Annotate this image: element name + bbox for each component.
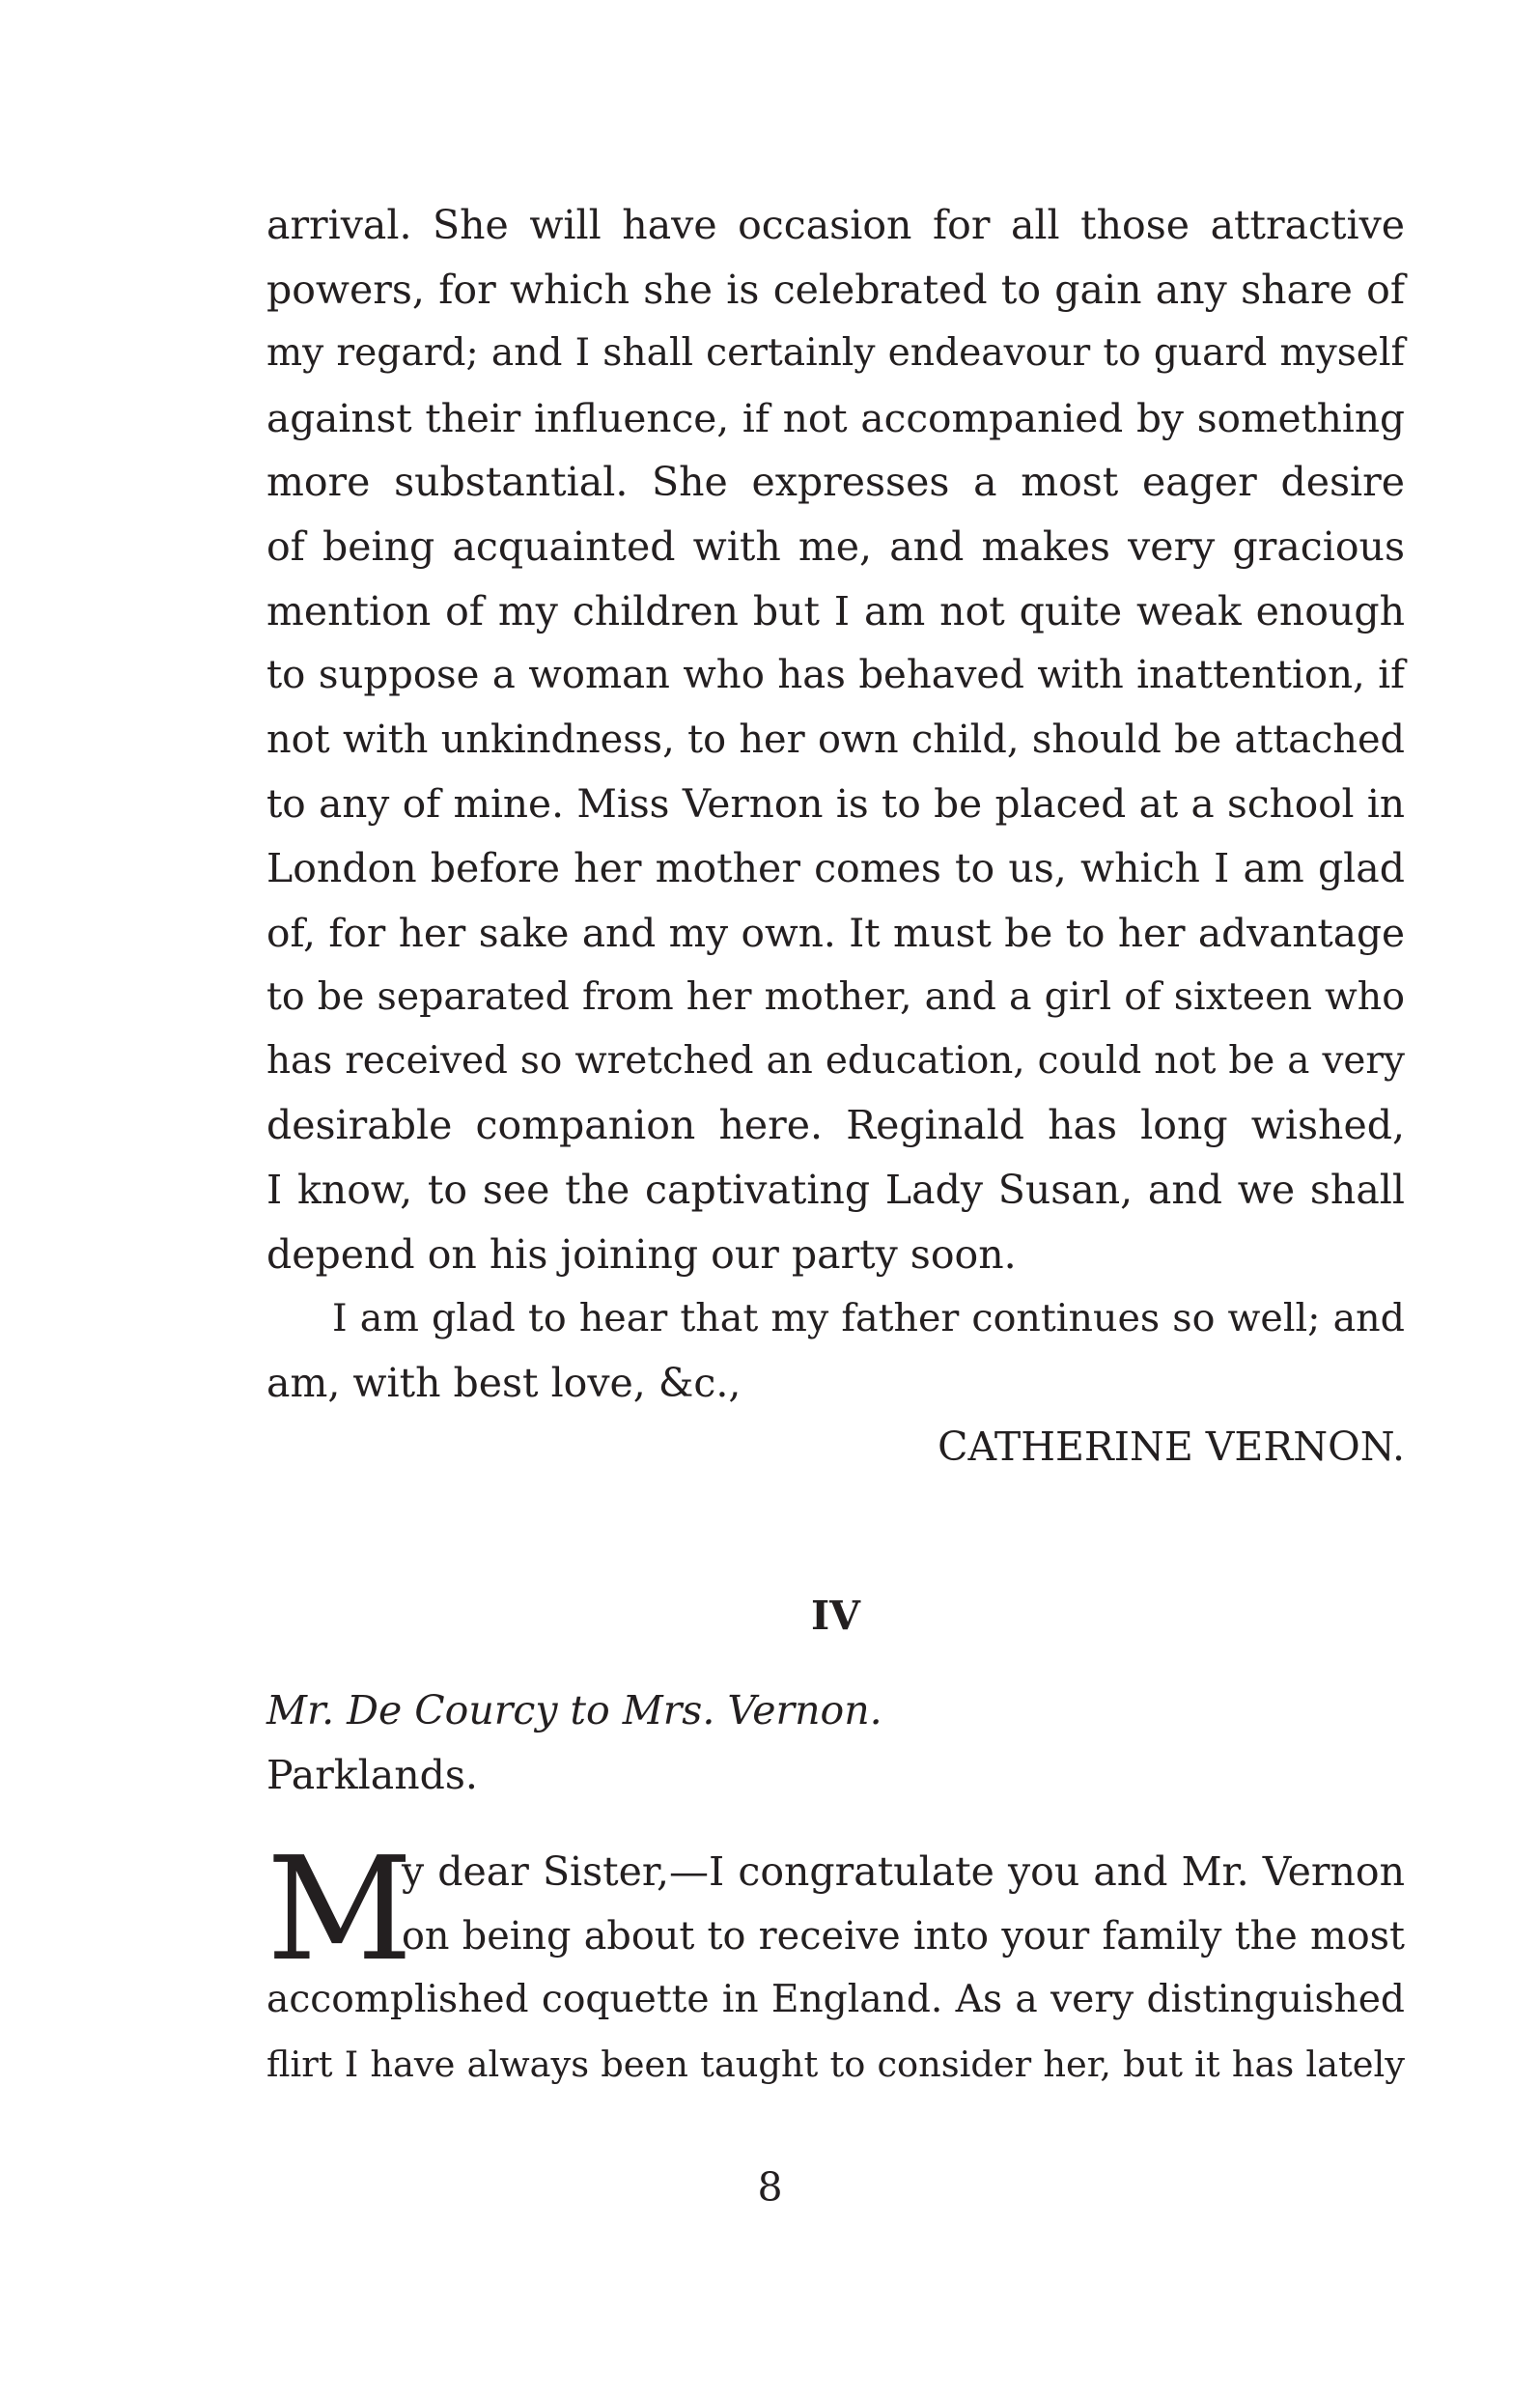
page-content — [266, 193, 1405, 2085]
text-line: against their influence, if not accompanied by something — [266, 394, 1405, 441]
text-line: of, for her sake and my own. It must be to her advantage — [266, 909, 1405, 956]
text-line: London before her mother comes to us, which I am glad — [266, 844, 1405, 891]
text-line: to suppose a woman who has behaved with inattention, if — [266, 653, 1405, 698]
letter-place: Parklands. — [266, 1752, 478, 1798]
text-line: powers, for which she is celebrated to gain any share of — [266, 266, 1405, 313]
drop-cap: M — [266, 1826, 413, 1992]
paragraph-2 — [266, 1286, 1405, 1415]
text-line: arrival. She will have occasion for all those attractive — [266, 202, 1405, 248]
text-line: to any of mine. Miss Vernon is to be placed at a school in — [266, 780, 1405, 828]
text-line: not with unkindness, to her own child, should be attached — [266, 717, 1405, 762]
text-line: y dear Sister,—I congratulate you and Mr. Vernon — [402, 1848, 1405, 1895]
letter-opening — [266, 1826, 1405, 2097]
text-line: desirable companion here. Reginald has long wished, — [266, 1102, 1405, 1149]
chapter-number: IV — [811, 1593, 860, 1639]
text-line: mention of my children but I am not quite weak enough — [266, 587, 1405, 634]
text-line: more substantial. She expresses a most eager desire — [266, 459, 1405, 506]
text-line: has received so wretched an education, could not be a very — [266, 1038, 1405, 1083]
page-number: 8 — [757, 2164, 783, 2211]
text-line: my regard; and I shall certainly endeavour to guard myself — [266, 331, 1405, 376]
text-line: depend on his joining our party soon. — [266, 1230, 1017, 1278]
text-line: I know, to see the captivating Lady Susan, and we shall — [266, 1166, 1405, 1213]
text-line: to be separated from her mother, and a girl of sixteen who — [266, 974, 1405, 1020]
letter-signature: CATHERINE VERNON. — [938, 1424, 1405, 1471]
text-line: on being about to receive into your family the most — [402, 1913, 1405, 1959]
paragraph-1 — [266, 193, 1405, 1286]
text-line: I am glad to hear that my father continues so well; and — [332, 1296, 1405, 1341]
letter-heading: Mr. De Courcy to Mrs. Vernon. — [266, 1687, 882, 1734]
text-line: am, with best love, &c., — [266, 1359, 742, 1406]
text-line: of being acquainted with me, and makes very gracious — [266, 522, 1405, 570]
text-line: flirt I have always been taught to consider her, but it has lately — [266, 2043, 1405, 2085]
text-line: accomplished coquette in England. As a very distinguished — [266, 1978, 1405, 2022]
